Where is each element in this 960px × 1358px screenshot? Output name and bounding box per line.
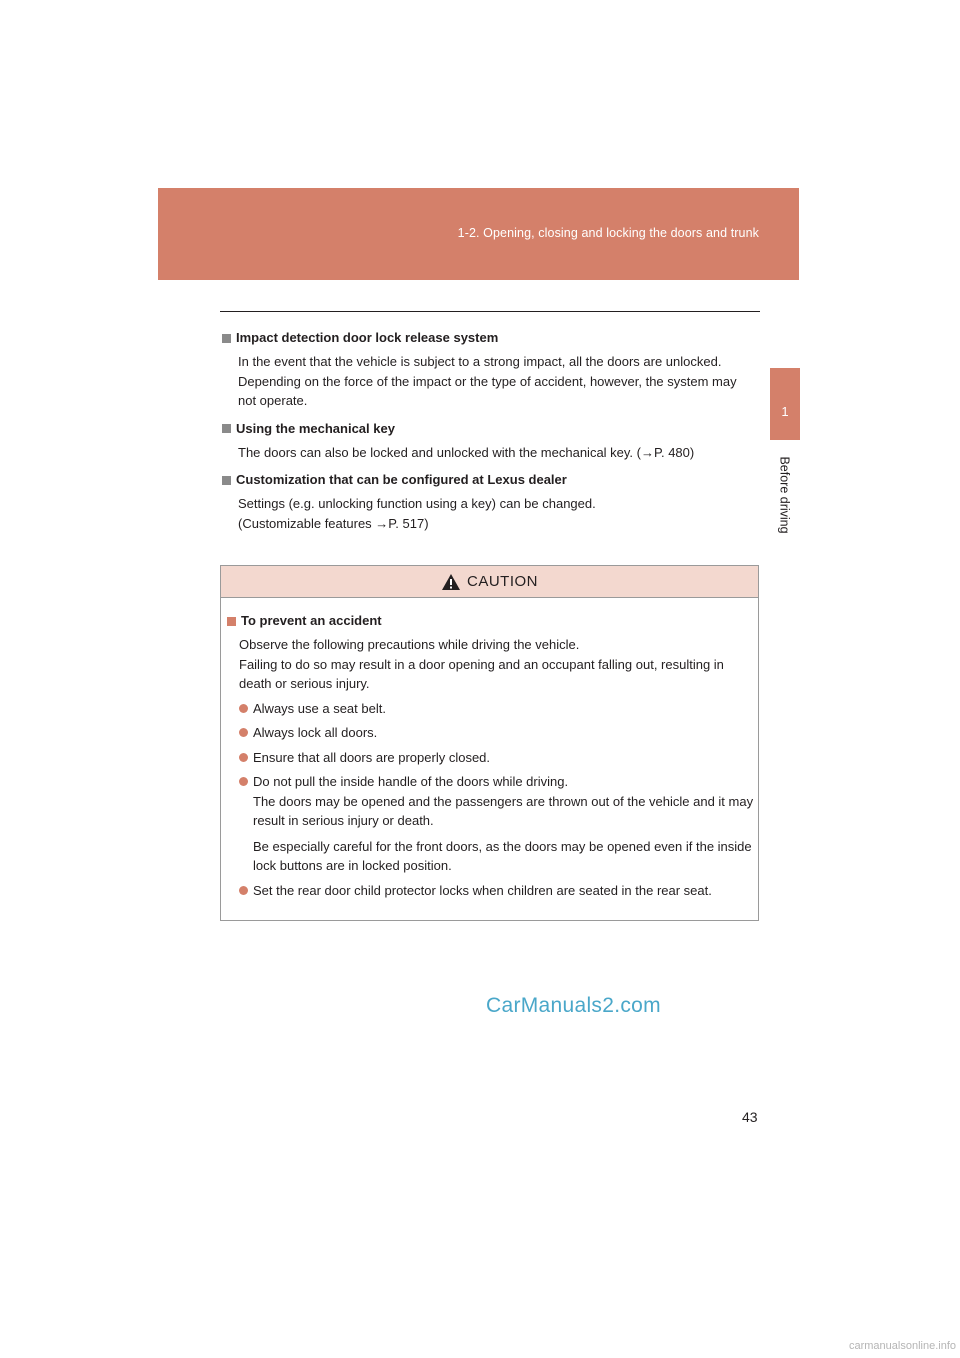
section-title: 1-2. Opening, closing and locking the doors and trunk [457, 226, 759, 240]
info-section-customization [222, 470, 758, 533]
info-heading-text: Customization that can be configured at Lexus dealer [236, 472, 567, 487]
page-number: 43 [742, 1109, 758, 1125]
footer-watermark: carmanualsonline.info [848, 1340, 956, 1352]
caution-bullet-text: Always use a seat belt. [253, 700, 386, 716]
warning-triangle-icon [441, 573, 461, 591]
info-section-impact [222, 328, 758, 411]
caution-bullet-text: Do not pull the inside handle of the doors while driving. [253, 774, 569, 789]
caution-heading-text: To prevent an accident [241, 613, 382, 628]
chapter-label-text: Before driving [778, 456, 792, 534]
caution-box [220, 565, 759, 921]
chapter-label [770, 450, 800, 540]
chapter-number: 1 [781, 404, 789, 419]
caution-title: CAUTION [467, 573, 538, 590]
square-bullet-icon [222, 476, 231, 485]
caution-bullet [239, 723, 755, 743]
chapter-tab [770, 368, 800, 440]
round-bullet-icon [239, 753, 248, 762]
info-body [238, 494, 758, 533]
round-bullet-icon [239, 777, 248, 786]
round-bullet-icon [239, 704, 248, 713]
caution-bullet-text: Always lock all doors. [253, 725, 378, 740]
top-divider [220, 311, 760, 312]
info-heading [222, 419, 758, 439]
info-body-line: (Customizable features →P. 517) [238, 515, 429, 531]
round-bullet-icon [239, 728, 248, 737]
caution-bullet-detail: The doors may be opened and the passengers are thrown out of the vehicle and it may result in serious injury or death. [253, 793, 754, 828]
caution-intro [239, 635, 755, 694]
caution-bullet [239, 881, 755, 901]
caution-bullet-detail: Be especially careful for the front doors, as the doors may be opened even if the inside lock buttons are in locked position. [253, 838, 752, 873]
caution-body [221, 598, 755, 900]
caution-intro-line: Failing to do so may result in a door opening and an occupant falling out, resulting in death or serious injury. [239, 656, 724, 691]
info-section-mechanical-key [222, 419, 758, 463]
caution-bullet [239, 699, 755, 719]
round-bullet-icon [239, 886, 248, 895]
info-heading [222, 470, 758, 490]
caution-intro-line: Observe the following precautions while driving the vehicle. [239, 637, 580, 652]
caution-bullet-text: Ensure that all doors are properly closed. [253, 749, 491, 765]
info-body-line: Settings (e.g. unlocking function using a key) can be changed. [238, 496, 596, 511]
caution-bullet [239, 748, 755, 768]
square-bullet-icon [222, 424, 231, 433]
info-heading [222, 328, 758, 348]
caution-header [221, 566, 758, 598]
main-content [222, 328, 758, 541]
caution-bullet-text: Set the rear door child protector locks when children are seated in the rear seat. [253, 882, 712, 898]
info-heading-text: Using the mechanical key [236, 420, 395, 436]
square-bullet-icon [222, 334, 231, 343]
info-body: The doors can also be locked and unlocked with the mechanical key. (→P. 480) [238, 444, 695, 460]
info-body: In the event that the vehicle is subject to a strong impact, all the doors are unlocked. Depending on the force of the impact or the type of accident, however, the system may not operate. [238, 354, 737, 408]
chapter-header-band [158, 188, 799, 280]
watermark: CarManuals2.com [486, 994, 661, 1017]
info-heading-text: Impact detection door lock release system [236, 330, 499, 345]
caution-bullet [239, 772, 755, 876]
caution-heading [227, 611, 755, 631]
square-bullet-icon [227, 617, 236, 626]
